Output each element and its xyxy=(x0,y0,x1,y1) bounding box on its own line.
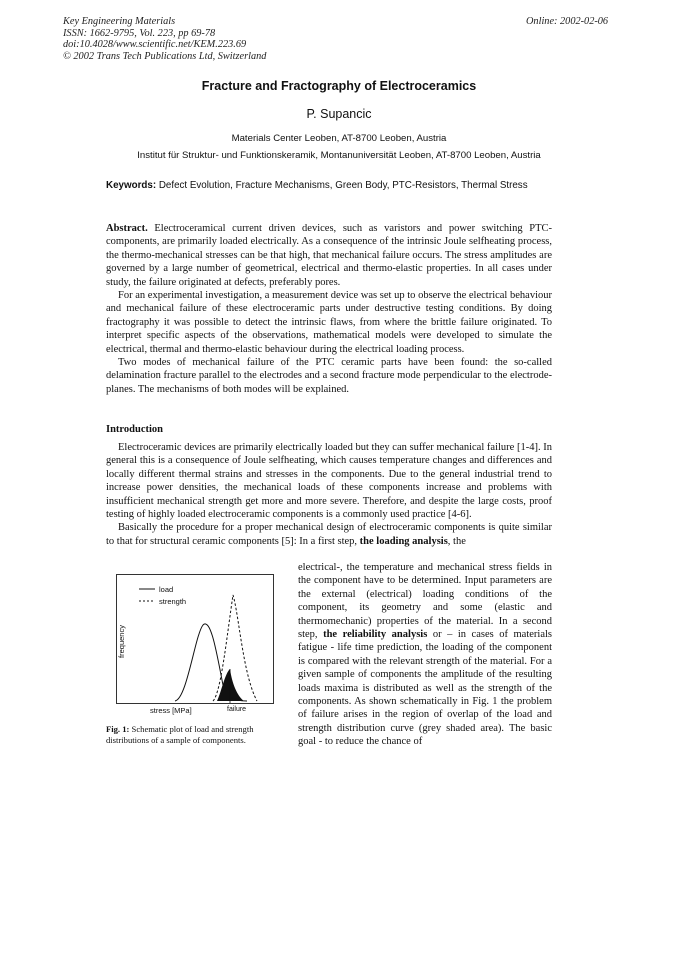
legend-strength-label: strength xyxy=(159,597,187,606)
issn-line: ISSN: 1662-9795, Vol. 223, pp 69-78 xyxy=(63,27,216,39)
introduction-body xyxy=(106,441,552,548)
abstract-paragraph-3: Two modes of mechanical failure of the PTC ceramic parts have been found: the so-called delamination fracture parallel to the electrodes and a second fracture mode perpendicular to the electrode-planes. The mechanisms of both modes will be explained. xyxy=(106,357,552,395)
figure-1-caption-label: Fig. 1: xyxy=(106,724,130,734)
online-date: Online: 2002-02-06 xyxy=(526,16,609,27)
keywords xyxy=(106,180,528,191)
affiliation-2: Institut für Struktur- und Funktionskeramik, Montanuniversität Leoben, AT-8700 Leoben, Austria xyxy=(137,150,541,161)
legend-load-label: load xyxy=(159,585,174,594)
author-name: P. Supancic xyxy=(306,107,372,121)
intro-paragraph-2-cont: , the xyxy=(447,535,466,547)
figure-1 xyxy=(116,574,274,704)
x-axis-label: stress [MPa] xyxy=(150,706,192,715)
load-curve xyxy=(175,624,247,701)
keywords-label: Keywords: xyxy=(106,180,157,191)
intro-paragraph-1: Electroceramic devices are primarily electrically loaded but they can suffer mechanical failure [1-4]. In general this is a consequence of Joule selfheating, which causes temperature changes and differences and locally different thermal strains and stresses in the components. Due to the general industrial trend to increase power densities, the mechanical loads of these components increase and problems with insufficient mechanical strength get more and more severe. Therefore, and despite the large costs, proof testing of highly loaded electroceramic components is a commonly used practice [4-6]. xyxy=(106,442,552,521)
abstract-label: Abstract. xyxy=(106,223,148,234)
intro-column-text-a: electrical-, the temperature and mechanical stress fields in the component have to be determined. Input parameters are the external (electrical) loading conditions of the component, its geometry and some (elastic and thermomechanic) properties of the material. In a second step, xyxy=(298,562,552,641)
distribution-plot xyxy=(117,575,273,703)
introduction-heading: Introduction xyxy=(106,424,163,435)
paper-title: Fracture and Fractography of Electroceramics xyxy=(201,79,477,93)
failure-label: failure xyxy=(227,706,247,713)
keywords-text: Defect Evolution, Fracture Mechanisms, Green Body, PTC-Resistors, Thermal Stress xyxy=(158,180,528,191)
intro-paragraph-2 xyxy=(106,521,552,548)
abstract-paragraph-2: For an experimental investigation, a measurement device was set up to observe the electrical behaviour and mechanical failure of these electroceramic parts under destructive testing conditions. By doing fractography it was possible to detect the intrinsic flaws, from where the brittle failure originated. To interpret specific aspects of the observations, mathematical models were developed to simulate the electrical, thermal and thermo-elastic behaviour during the electrical loading process. xyxy=(106,290,552,355)
figure-1-caption xyxy=(106,724,291,745)
introduction-right-column xyxy=(298,561,552,749)
figure-1-caption-text: Schematic plot of load and strength distributions of a sample of components. xyxy=(106,724,254,745)
abstract xyxy=(106,222,552,396)
intro-column-text-b: or – in cases of materials fatigue - life time prediction, the loading of the component is compared with the relevant strength of the material. For a given sample of components the amplitude of the resulting loads maxima is distributed as well as the strength of the components. As shown schematically in Fig. 1 the problem of failure arises in the region of overlap of the load and strength distribution curve (grey shaded area). The basic goal - to reduce the chance of xyxy=(298,629,552,748)
journal-name: Key Engineering Materials xyxy=(63,16,176,27)
copyright-line: © 2002 Trans Tech Publications Ltd, Switzerland xyxy=(63,50,267,62)
abstract-paragraph-1: Electroceramical current driven devices, such as varistors and power switching PTC-components, are primarily loaded electrically. As a consequence of the intrinsic Joule selfheating process, the thermo-mechanical stresses can be that high, that mechanical failure occurs. The stress amplitudes are governed by a large number of geometrical, electrical and thermo-elastic properties. In all cases under study, the failure originated at defects, preferably pores. xyxy=(106,223,552,288)
intro-paragraph-2-text: Basically the procedure for a proper mechanical design of electroceramic components is quite similar to that for structural ceramic components [5]: In a first step, xyxy=(106,522,552,547)
journal-metadata xyxy=(63,16,266,62)
reliability-analysis-term: the reliability analysis xyxy=(323,629,428,641)
doi-line: doi:10.4028/www.scientific.net/KEM.223.69 xyxy=(63,39,247,51)
affiliation-1: Materials Center Leoben, AT-8700 Leoben, Austria xyxy=(231,133,447,144)
y-axis-label: frequency xyxy=(116,625,126,658)
strength-curve xyxy=(213,595,257,701)
loading-analysis-term: the loading analysis xyxy=(359,535,448,547)
